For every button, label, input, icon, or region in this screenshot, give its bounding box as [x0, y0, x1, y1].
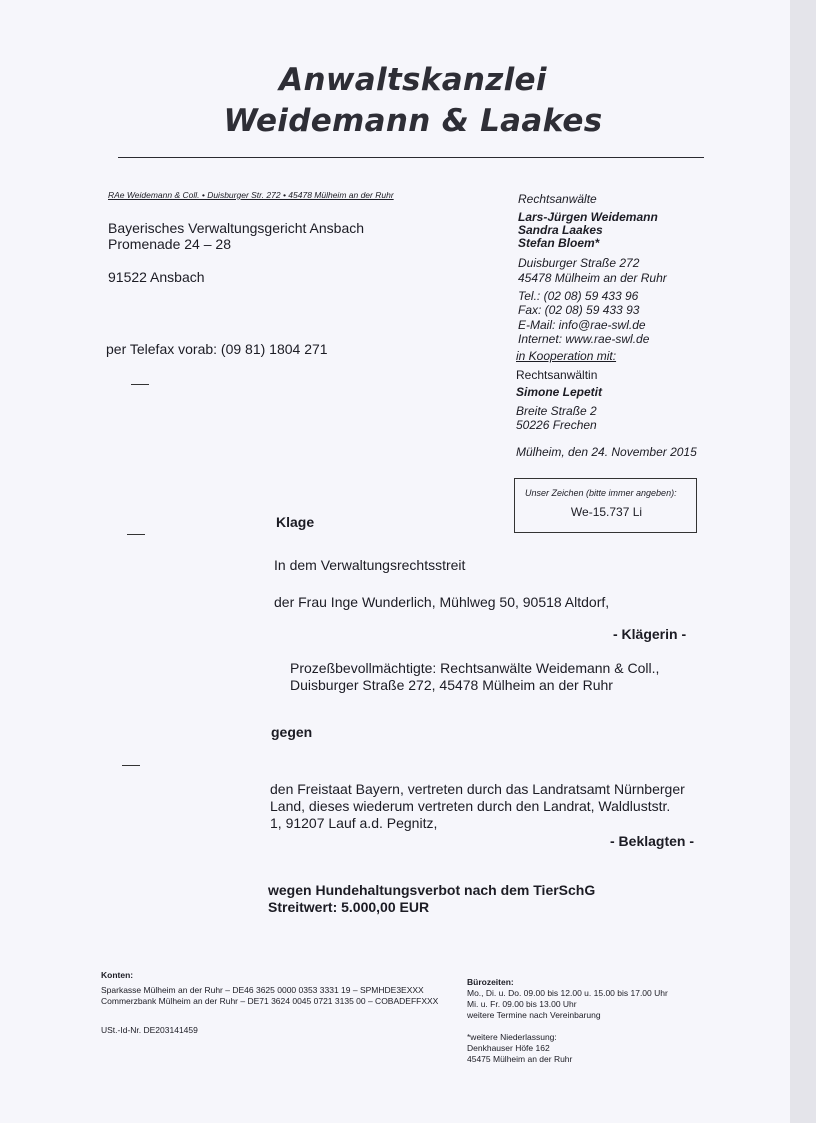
recipient-city: 91522 Ansbach — [108, 269, 205, 285]
reference-value: We-15.737 Li — [570, 505, 643, 519]
office-street: Duisburger Straße 272 — [518, 256, 640, 270]
recipient-street: Promenade 24 – 28 — [108, 236, 231, 252]
lawyer-name: Sandra Laakes — [518, 223, 603, 237]
fold-mark — [122, 765, 140, 766]
plaintiff: der Frau Inge Wunderlich, Mühlweg 50, 90518 Altdorf, — [274, 594, 610, 610]
against-label: gegen — [271, 724, 313, 740]
letter-date: Mülheim, den 24. November 2015 — [516, 445, 697, 459]
branch-label: *weitere Niederlassung: — [467, 1032, 557, 1042]
fax-note: per Telefax vorab: (09 81) 1804 271 — [106, 341, 328, 357]
counsel-line: Prozeßbevollmächtigte: Rechtsanwälte Weidemann & Coll., — [290, 660, 660, 676]
recipient-name: Bayerisches Verwaltungsgericht Ansbach — [108, 220, 365, 236]
coop-title: Rechtsanwältin — [516, 368, 598, 382]
sidebar-heading: Rechtsanwälte — [518, 192, 597, 206]
letterhead-line1: Anwaltskanzlei — [279, 62, 547, 98]
fold-mark — [127, 534, 145, 535]
defendant-line: 1, 91207 Lauf a.d. Pegnitz, — [270, 815, 438, 831]
fold-mark — [131, 384, 149, 385]
coop-street: Breite Straße 2 — [516, 404, 597, 418]
office-tel: Tel.: (02 08) 59 433 96 — [518, 289, 639, 303]
cooperation-heading: in Kooperation mit: — [516, 349, 617, 363]
sender-return-line: RAe Weidemann & Coll. • Duisburger Str. 272 • 45478 Mülheim an der Ruhr — [108, 190, 394, 200]
office-city: 45478 Mülheim an der Ruhr — [518, 271, 667, 285]
reference-box — [514, 478, 697, 533]
coop-name: Simone Lepetit — [516, 385, 603, 399]
counsel-line: Duisburger Straße 272, 45478 Mülheim an der Ruhr — [290, 677, 613, 693]
office-email: E-Mail: info@rae-swl.de — [518, 318, 646, 332]
dispute-value: Streitwert: 5.000,00 EUR — [268, 899, 430, 915]
branch-street: Denkhauser Höfe 162 — [467, 1043, 550, 1053]
office-hours: Mi. u. Fr. 09.00 bis 13.00 Uhr — [467, 999, 577, 1009]
plaintiff-role: - Klägerin - — [613, 626, 687, 642]
office-internet: Internet: www.rae-swl.de — [518, 332, 650, 346]
case-intro: In dem Verwaltungsrechtsstreit — [274, 557, 466, 573]
branch-city: 45475 Mülheim an der Ruhr — [467, 1054, 573, 1064]
lawyer-name: Stefan Bloem* — [518, 236, 600, 250]
letterhead-divider — [118, 157, 704, 158]
office-fax: Fax: (02 08) 59 433 93 — [518, 303, 640, 317]
office-hours: weitere Termine nach Vereinbarung — [467, 1010, 601, 1020]
case-subject: wegen Hundehaltungsverbot nach dem TierSchG — [268, 882, 596, 898]
accounts-label: Konten: — [101, 970, 134, 980]
document-title: Klage — [276, 514, 315, 530]
defendant-line: den Freistaat Bayern, vertreten durch das Landratsamt Nürnberger — [270, 781, 685, 797]
vat-id: USt.-Id-Nr. DE203141459 — [101, 1025, 198, 1035]
reference-label: Unser Zeichen (bitte immer angeben): — [525, 488, 677, 498]
letterhead-line2: Weidemann & Laakes — [223, 103, 603, 139]
bank-account: Commerzbank Mülheim an der Ruhr – DE71 3624 0045 0721 3135 00 – COBADEFFXXX — [101, 996, 439, 1006]
bank-account: Sparkasse Mülheim an der Ruhr – DE46 3625 0000 0353 3331 19 – SPMHDE3EXXX — [101, 985, 424, 995]
defendant-role: - Beklagten - — [610, 833, 695, 849]
office-hours-label: Bürozeiten: — [467, 977, 514, 987]
coop-city: 50226 Frechen — [516, 418, 597, 432]
defendant-line: Land, dieses wiederum vertreten durch den Landrat, Waldluststr. — [270, 798, 671, 814]
scan-edge — [790, 0, 816, 1123]
office-hours: Mo., Di. u. Do. 09.00 bis 12.00 u. 15.00 bis 17.00 Uhr — [467, 988, 668, 998]
lawyer-name: Lars-Jürgen Weidemann — [518, 210, 658, 224]
